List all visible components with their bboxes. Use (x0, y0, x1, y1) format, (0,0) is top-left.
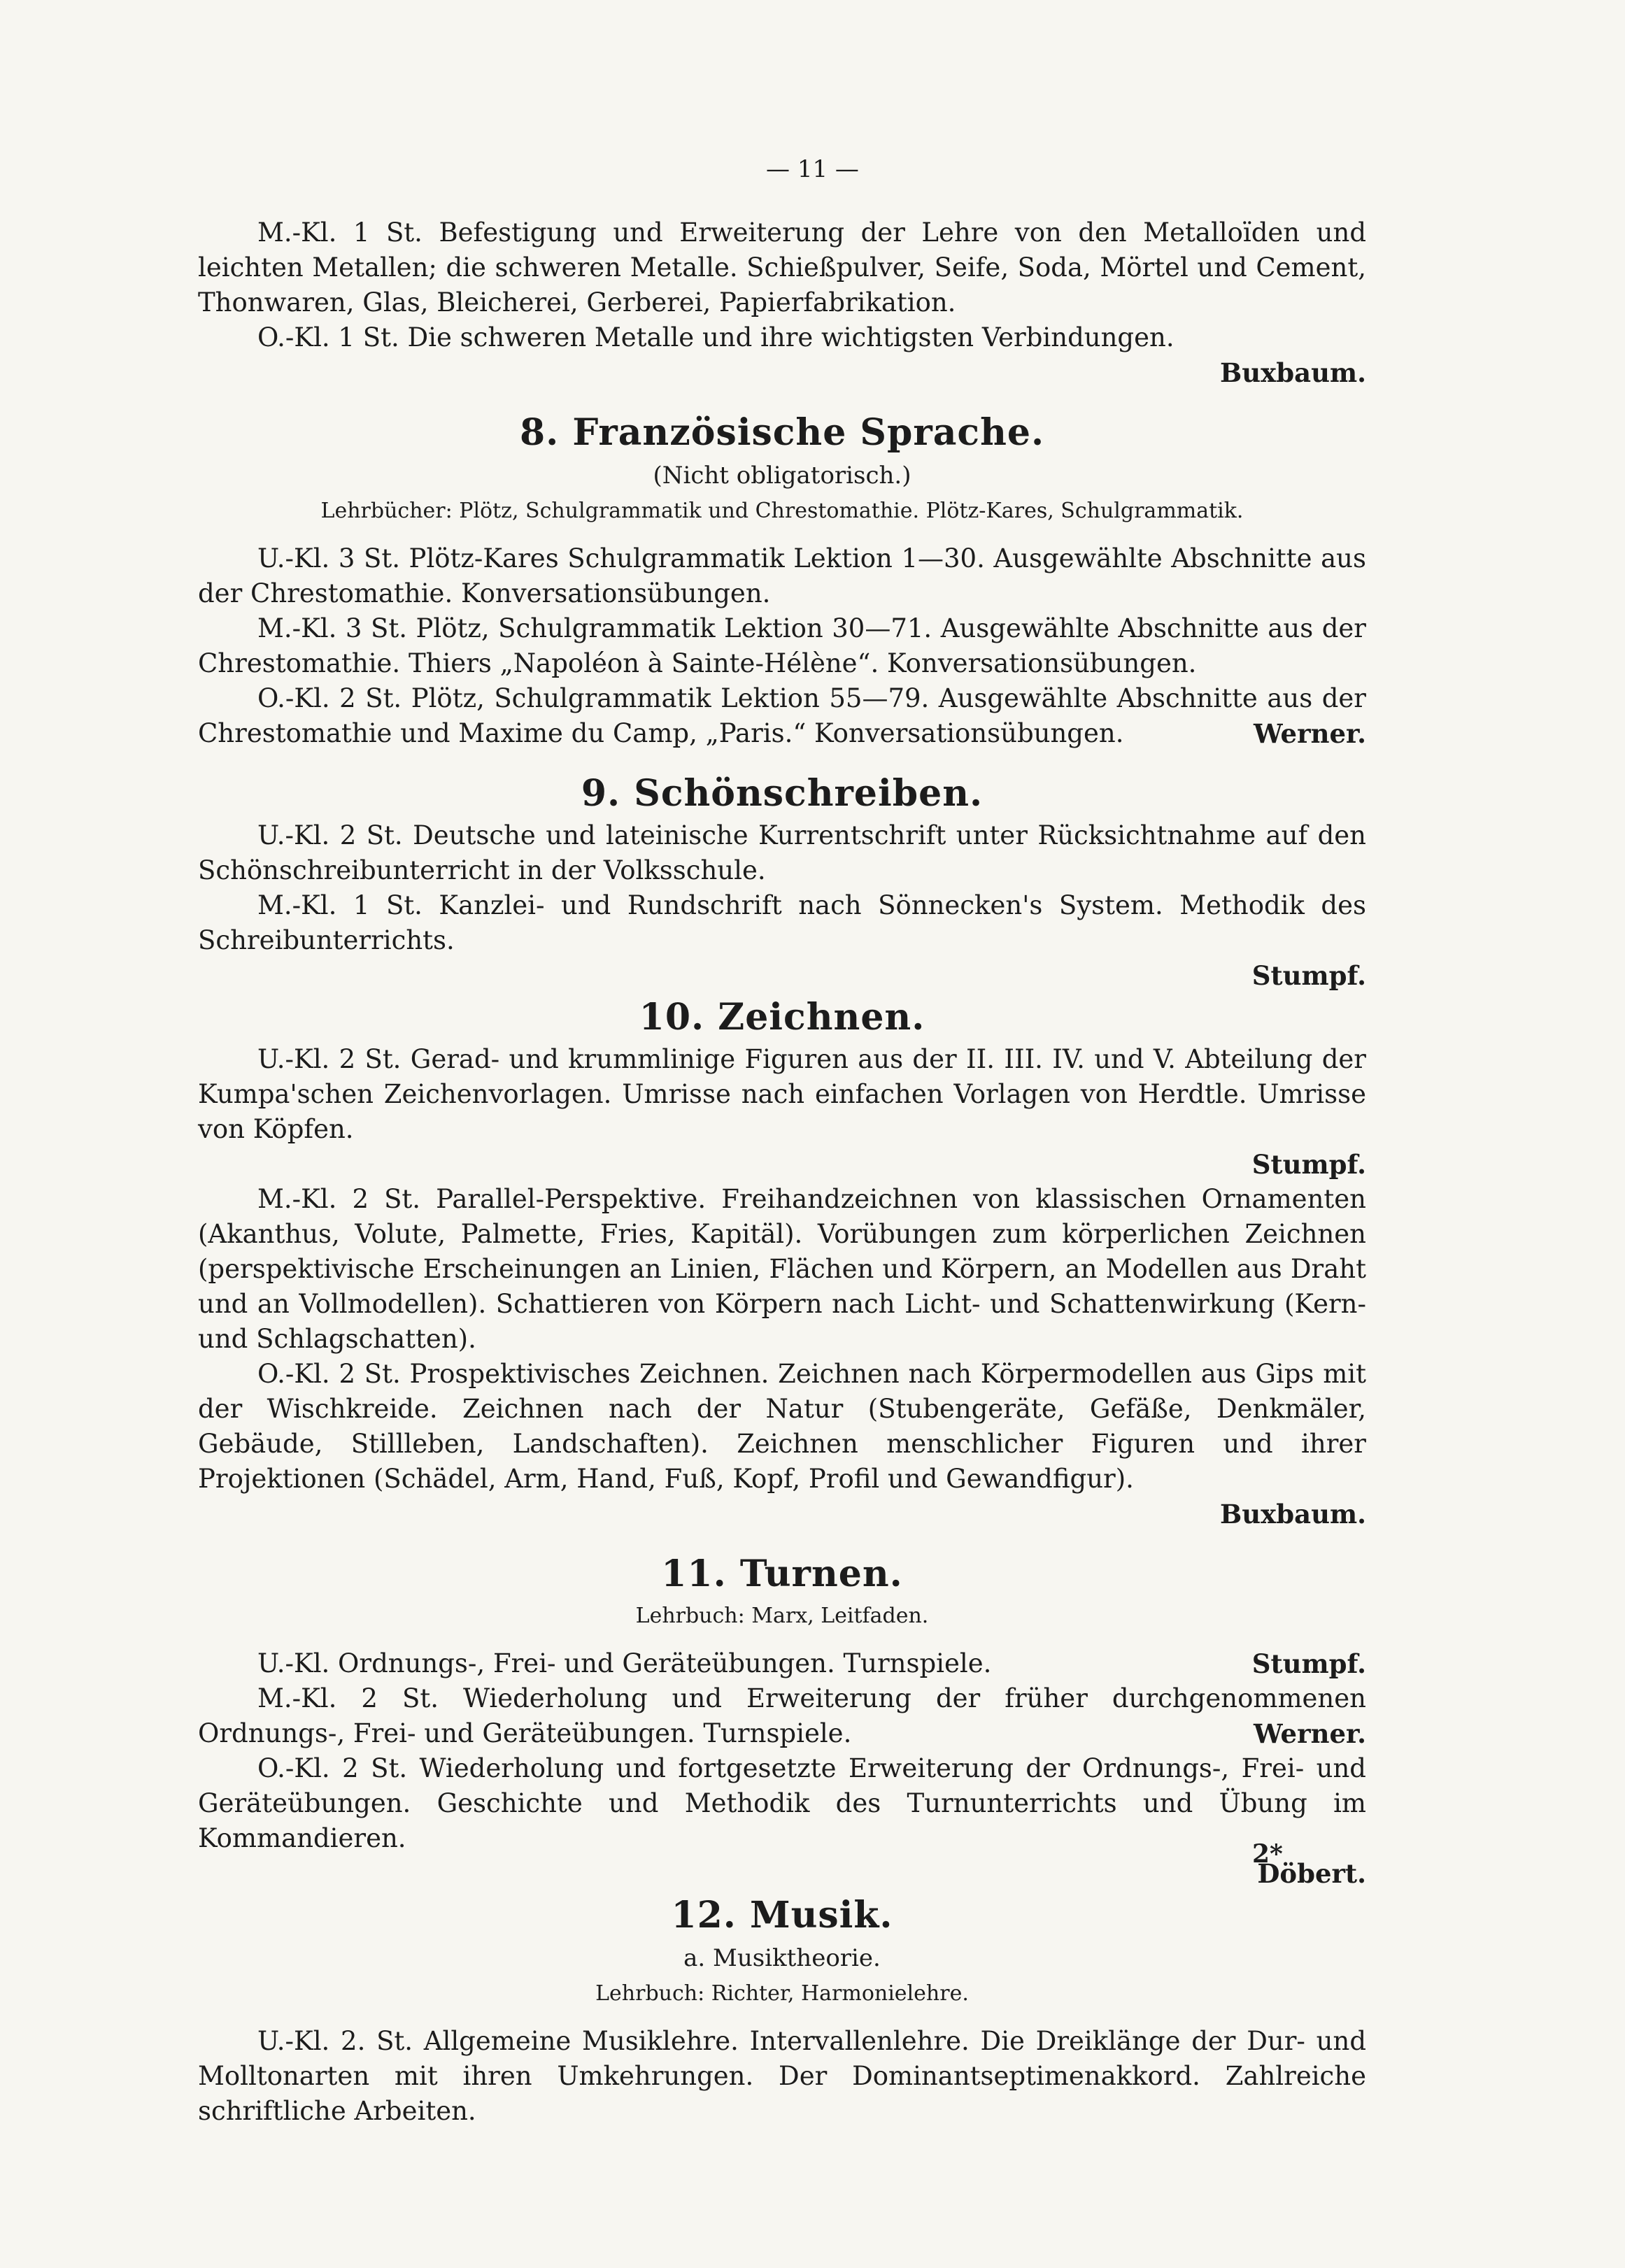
textbook-music: Lehrbuch: Richter, Harmonielehre. (595, 1981, 969, 2006)
section-title-french: 8. Französische Sprache. (519, 411, 1045, 454)
gymnastics-okl-paragraph: O.-Kl. 2 St. Wiederholung und fortgesetzte Erweiterung der Ordnungs-, Frei- und Geräteübungen. Geschichte und Methodik des Turnunterrichts und Übung im Kommandieren. (198, 1753, 1366, 1853)
teacher-stumpf-gymnastics: Stumpf. (1251, 1648, 1366, 1679)
drawing-okl-paragraph: O.-Kl. 2 St. Prospektivisches Zeichnen. Zeichnen nach Körpermodellen aus Gips mit der Wischkreide. Zeichnen nach der Natur (Stubengeräte, Gefäße, Denkmäler, Gebäude, Stillleben, Landschaften). Zeichnen menschlicher Figuren und ihrer Projektionen (Schädel, Arm, Hand, Fuß, Kopf, Profil und Gewandfigur). (198, 1359, 1366, 1494)
teacher-buxbaum-chem: Buxbaum. (1219, 357, 1366, 388)
gymnastics-ukl-paragraph (198, 1646, 1366, 1681)
drawing-mkl-paragraph: M.-Kl. 2 St. Parallel-Perspektive. Freihandzeichnen von klassischen Ornamenten (Akanthus, Volute, Palmette, Fries, Kapitäl). Vorübungen zum körperlichen Zeichnen (perspektivische Erscheinungen an Linien, Flächen und Körpern, an Modellen aus Draht und an Vollmodellen). Schattieren von Körpern nach Licht- und Schattenwirkung (Kern- und Schlagschatten). (198, 1184, 1366, 1354)
section-title-drawing: 10. Zeichnen. (639, 996, 925, 1039)
signature-mark: 2* (1252, 1839, 1283, 1869)
teacher-stumpf-handwriting: Stumpf. (1251, 960, 1366, 991)
chemistry-okl-text: O.-Kl. 1 St. Die schweren Metalle und ihre wichtigsten Verbindungen. (257, 322, 1175, 352)
page-content (198, 215, 1366, 2129)
gymnastics-ukl-text: U.-Kl. Ordnungs-, Frei- und Geräteübungen. Turnspiele. (257, 1648, 992, 1678)
teacher-werner-french: Werner. (1254, 718, 1366, 749)
french-mkl-paragraph: M.-Kl. 3 St. Plötz, Schulgrammatik Lektion 30—71. Ausgewählte Abschnitte aus der Chrestomathie. Thiers „Napoléon à Sainte-Hélène“. Konversationsübungen. (198, 613, 1366, 678)
gymnastics-mkl-text: M.-Kl. 2 St. Wiederholung und Erweiterung der früher durchgenommenen Ordnungs-, Frei- und Geräteübungen. Turnspiele. (198, 1683, 1366, 1748)
handwriting-mkl-paragraph: M.-Kl. 1 St. Kanzlei- und Rundschrift nach Sönnecken's System. Methodik des Schreibunterrichts. (198, 890, 1366, 955)
textbooks-french: Lehrbücher: Plötz, Schulgrammatik und Chrestomathie. Plötz-Kares, Schulgrammatik. (320, 499, 1244, 523)
chemistry-okl-paragraph (198, 320, 1366, 388)
french-okl-text: O.-Kl. 2 St. Plötz, Schulgrammatik Lektion 55—79. Ausgewählte Abschnitte aus der Chrestomathie und Maxime du Camp, „Paris.“ Konversationsübungen. (198, 683, 1366, 748)
gymnastics-mkl-paragraph (198, 1681, 1366, 1751)
chemistry-mkl-paragraph: M.-Kl. 1 St. Befestigung und Erweiterung der Lehre von den Metalloïden und leichten Metallen; die schweren Metalle. Schießpulver, Seife, Soda, Mörtel und Cement, Thonwaren, Glas, Bleicherei, Gerberei, Papierfabrikation. (198, 217, 1366, 318)
section-title-music: 12. Musik. (671, 1894, 893, 1937)
subsection-title-music-theory: a. Musiktheorie. (683, 1944, 881, 1972)
section-title-handwriting: 9. Schönschreiben. (581, 772, 984, 815)
handwriting-ukl-paragraph: U.-Kl. 2 St. Deutsche und lateinische Kurrentschrift unter Rücksichtnahme auf den Schönschreibunterricht in der Volksschule. (198, 820, 1366, 885)
french-ukl-paragraph: U.-Kl. 3 St. Plötz-Kares Schulgrammatik Lektion 1—30. Ausgewählte Abschnitte aus der Chrestomathie. Konversationsübungen. (198, 543, 1366, 608)
section-note-french: (Nicht obligatorisch.) (653, 462, 911, 490)
page-number: — 11 — (766, 155, 859, 183)
teacher-stumpf-drawing: Stumpf. (1251, 1149, 1366, 1180)
section-title-gymnastics: 11. Turnen. (661, 1553, 903, 1595)
teacher-buxbaum-drawing: Buxbaum. (1219, 1499, 1366, 1529)
teacher-doebert-gymnastics: Döbert. (1257, 1858, 1366, 1889)
teacher-werner-gymnastics: Werner. (1254, 1718, 1366, 1749)
drawing-ukl-paragraph: U.-Kl. 2 St. Gerad- und krummlinige Figuren aus der II. III. IV. und V. Abteilung der Kumpa'schen Zeichenvorlagen. Umrisse nach einfachen Vorlagen von Herdtle. Umrisse von Köpfen. (198, 1044, 1366, 1144)
music-ukl-paragraph: U.-Kl. 2. St. Allgemeine Musiklehre. Intervallenlehre. Die Dreiklänge der Dur- und Molltonarten mit ihren Umkehrungen. Der Dominantseptimenakkord. Zahlreiche schriftliche Arbeiten. (198, 2026, 1366, 2126)
french-okl-paragraph (198, 681, 1366, 751)
textbook-gymnastics: Lehrbuch: Marx, Leitfaden. (635, 1604, 929, 1628)
